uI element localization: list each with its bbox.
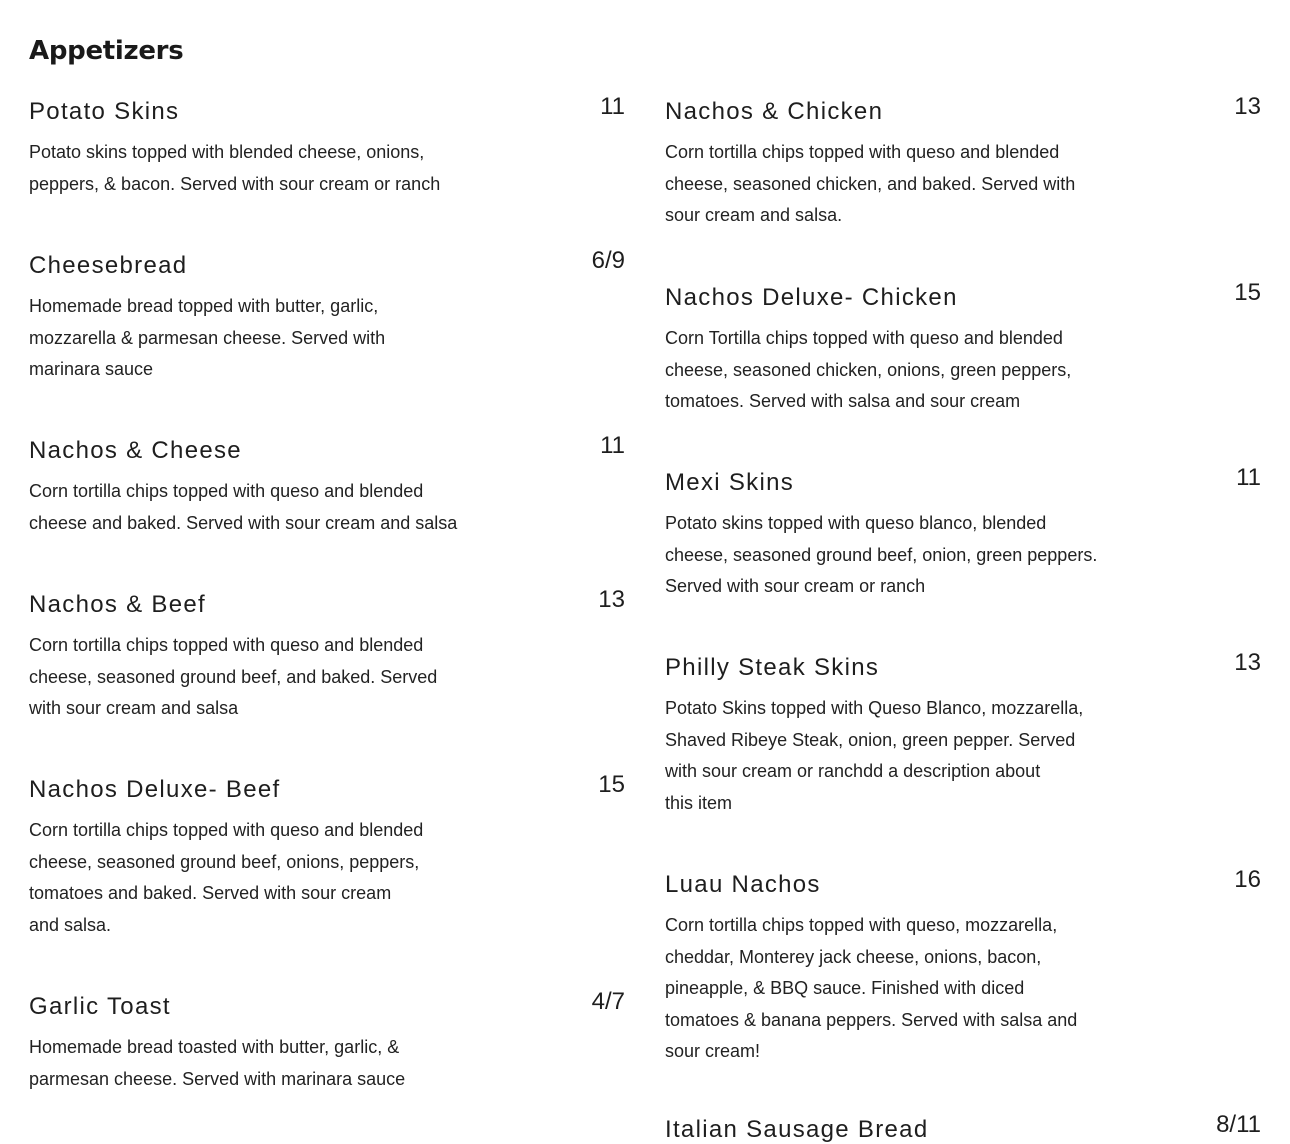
description-line: Homemade bread toasted with butter, garlic, & <box>29 1037 400 1057</box>
menu-item-name: Garlic Toast <box>29 993 171 1020</box>
menu-item-name: Cheesebread <box>29 252 188 279</box>
menu-item-name: Italian Sausage Bread <box>665 1116 929 1143</box>
description-line: Corn tortilla chips topped with queso, mozzarella, <box>665 915 1058 935</box>
menu-item-description <box>29 630 479 725</box>
description-line: and salsa. <box>29 914 112 935</box>
description-line: this item <box>665 792 733 813</box>
description-line: tomatoes and baked. Served with sour cream <box>29 883 392 903</box>
menu-item-price: 13 <box>1234 649 1261 676</box>
section-title: Appetizers <box>29 36 184 66</box>
description-line: Corn tortilla chips topped with queso and blended <box>29 635 424 655</box>
description-line: cheese, seasoned ground beef, onions, peppers, <box>29 851 420 872</box>
menu-item-name: Luau Nachos <box>665 871 821 898</box>
description-line: Potato Skins topped with Queso Blanco, mozzarella, <box>665 698 1084 718</box>
menu-item-name: Potato Skins <box>29 98 180 125</box>
description-line: peppers, & bacon. Served with sour cream or ranch <box>29 173 441 194</box>
description-line: cheddar, Monterey jack cheese, onions, bacon, <box>665 946 1042 967</box>
menu-item-description <box>665 137 1115 232</box>
menu-item-price: 8/11 <box>1216 1111 1261 1138</box>
description-line: Homemade bread topped with butter, garlic, <box>29 296 379 316</box>
menu-item-name: Mexi Skins <box>665 469 795 496</box>
menu-item-price: 13 <box>598 586 625 613</box>
description-line: cheese, seasoned ground beef, onion, green peppers. <box>665 544 1098 565</box>
menu-item-price: 15 <box>598 771 625 798</box>
description-line: Corn tortilla chips topped with queso and blended <box>665 142 1060 162</box>
menu-item-price: 13 <box>1234 93 1261 120</box>
menu-item-description <box>665 693 1115 819</box>
description-line: Corn tortilla chips topped with queso and blended <box>29 481 424 501</box>
description-line: Corn Tortilla chips topped with queso and blended <box>665 328 1063 348</box>
menu-item-name: Nachos Deluxe- Chicken <box>665 284 958 311</box>
menu-item-name: Nachos Deluxe- Beef <box>29 776 281 803</box>
description-line: Served with sour cream or ranch <box>665 576 926 596</box>
description-line: marinara sauce <box>29 359 154 379</box>
menu-item-description <box>29 291 479 386</box>
description-line: Potato skins topped with blended cheese, onions, <box>29 142 425 162</box>
description-line: tomatoes & banana peppers. Served with salsa and <box>665 1009 1078 1030</box>
menu-item-description <box>665 508 1115 603</box>
description-line: sour cream and salsa. <box>665 205 843 225</box>
menu-item-name: Nachos & Cheese <box>29 437 242 464</box>
description-line: parmesan cheese. Served with marinara sauce <box>29 1068 406 1089</box>
description-line: cheese, seasoned chicken, onions, green peppers, <box>665 359 1072 380</box>
menu-item-description <box>29 815 479 941</box>
description-line: Corn tortilla chips topped with queso and blended <box>29 820 424 840</box>
menu-item-price: 15 <box>1234 279 1261 306</box>
menu-item-name: Nachos & Beef <box>29 591 206 618</box>
description-line: cheese and baked. Served with sour cream and salsa <box>29 512 458 533</box>
menu-item-description <box>29 476 479 539</box>
menu-item-price: 11 <box>600 93 625 120</box>
description-line: cheese, seasoned ground beef, and baked. Served <box>29 666 438 687</box>
menu-item-description <box>665 323 1115 418</box>
menu-item-price: 11 <box>600 432 625 459</box>
menu-item-description <box>29 1032 479 1095</box>
menu-item-price: 16 <box>1234 866 1261 893</box>
description-line: cheese, seasoned chicken, and baked. Served with <box>665 173 1076 194</box>
description-line: tomatoes. Served with salsa and sour cream <box>665 391 1021 411</box>
description-line: Shaved Ribeye Steak, onion, green pepper. Served <box>665 729 1076 750</box>
description-line: sour cream! <box>665 1041 761 1061</box>
menu-item-price: 4/7 <box>591 988 625 1015</box>
description-line: mozzarella & parmesan cheese. Served with <box>29 327 386 348</box>
menu-item-price: 6/9 <box>591 247 625 274</box>
menu-item-description <box>665 910 1115 1068</box>
description-line: with sour cream and salsa <box>29 698 239 718</box>
menu-item-description <box>29 137 479 200</box>
description-line: Potato skins topped with queso blanco, blended <box>665 513 1047 533</box>
description-line: with sour cream or ranchdd a description about <box>665 761 1041 781</box>
menu-item-name: Nachos & Chicken <box>665 98 884 125</box>
menu-item-name: Philly Steak Skins <box>665 654 880 681</box>
menu-item-price: 11 <box>1236 464 1261 491</box>
description-line: pineapple, & BBQ sauce. Finished with diced <box>665 978 1025 998</box>
